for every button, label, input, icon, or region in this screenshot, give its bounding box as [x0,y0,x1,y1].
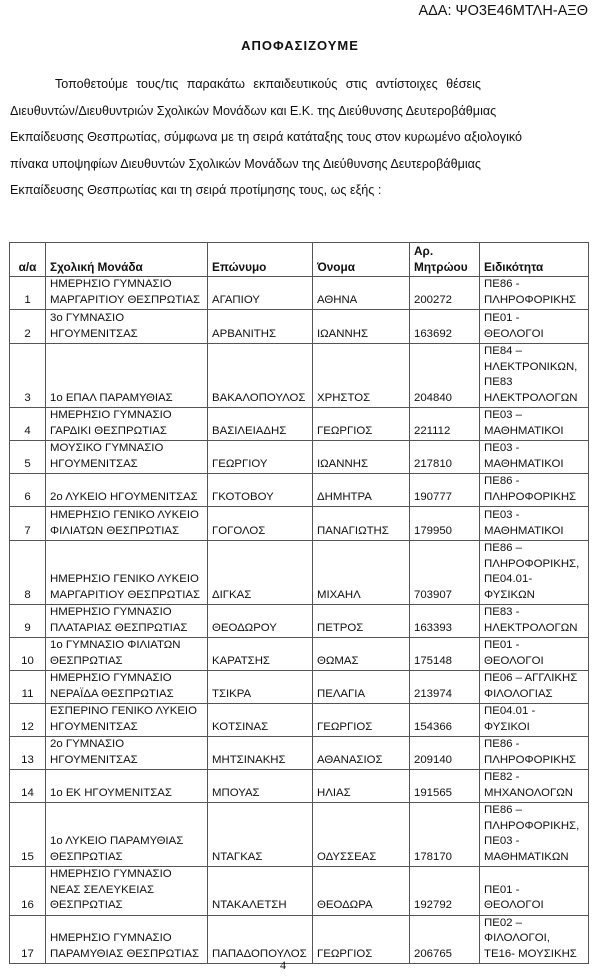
cell-surname: ΒΑΚΑΛΟΠΟΥΛΟΣ [208,344,313,408]
cell-specialty-line: ΦΥΣΙΚΟΙ [484,720,530,733]
cell-registry: 192792 [410,867,480,916]
cell-name: ΠΑΝΑΓΙΩΤΗΣ [313,507,410,541]
cell-name: ΘΩΜΑΣ [313,638,410,671]
cell-school-line: 3ο ΓΥΜΝΑΣΙΟ [50,312,125,324]
cell-specialty-line: ΠΛΗΡΟΦΟΡΙΚΗΣ [484,753,577,766]
cell-specialty-line: ΠΛΗΡΟΦΟΡΙΚΗΣ, [484,819,580,832]
cell-school-line: ΘΕΣΠΡΩΤΙΑΣ [50,899,123,911]
ada-code: ΑΔΑ: ΨΟ3Ε46ΜΤΛΗ-ΑΞΘ [418,3,588,19]
cell-school [46,915,208,964]
cell-aa: 11 [10,671,46,704]
table-row [10,474,589,507]
cell-name: ΟΔΥΣΣΕΑΣ [313,803,410,867]
cell-specialty-line: ΤΕ16- ΜΟΥΣΙΚΗΣ [484,947,577,960]
cell-surname: ΓΕΩΡΓΙΟΥ [208,441,313,474]
cell-school [46,638,208,671]
cell-specialty [480,915,589,964]
cell-specialty-line: ΠΕ84 – [484,345,522,357]
cell-specialty-line: ΠΕ03 - [484,835,520,847]
cell-specialty-line: ΠΛΗΡΟΦΟΡΙΚΗΣ [484,490,577,503]
cell-aa: 7 [10,507,46,541]
table-row [10,638,589,671]
cell-surname: ΝΤΑΓΚΑΣ [208,803,313,867]
cell-registry: 204840 [410,344,480,408]
cell-name: ΔΗΜΗΤΡΑ [313,474,410,507]
cell-school [46,541,208,605]
cell-registry: 200272 [410,277,480,310]
cell-registry: 163692 [410,310,480,344]
cell-specialty [480,867,589,916]
cell-registry: 217810 [410,441,480,474]
cell-school [46,441,208,474]
cell-specialty-line: ΠΛΗΡΟΦΟΡΙΚΗΣ [484,293,577,306]
cell-specialty [480,803,589,867]
table-row [10,867,589,916]
cell-aa: 16 [10,867,46,916]
cell-specialty [480,310,589,344]
cell-specialty-line: ΠΕ86 – [484,542,522,554]
cell-specialty [480,638,589,671]
cell-surname: ΔΙΓΚΑΣ [208,541,313,605]
cell-school-line: ΠΑΡΑΜΥΘΙΑΣ ΘΕΣΠΡΩΤΙΑΣ [50,947,200,960]
cell-specialty-line: ΠΕ83 [484,376,513,388]
cell-school [46,737,208,770]
table-header-row [10,243,589,277]
cell-school-line: ΗΜΕΡΗΣΙΟ ΓΕΝΙΚΟ ΛΥΚΕΙΟ [50,573,199,585]
table-row [10,408,589,441]
page-number: 4 [280,958,286,972]
cell-school-line: ΗΜΕΡΗΣΙΟ ΓΥΜΝΑΣΙΟ [50,409,172,421]
cell-specialty-line: ΗΛΕΚΤΡΟΝΙΚΩΝ, [484,360,578,373]
cell-school-line: 1ο ΕΚ ΗΓΟΥΜΕΝΙΤΣΑΣ [50,786,172,799]
cell-aa: 12 [10,704,46,737]
cell-specialty-line: ΜΑΘΗΜΑΤΙΚΟΙ [484,524,564,537]
cell-name: ΧΡΗΣΤΟΣ [313,344,410,408]
paragraph-line: Διευθυντών/Διευθυντριών Σχολικών Μονάδων και Ε.Κ. της Διεύθυνσης Δευτεροβάθμιας [10,103,497,118]
cell-surname: ΑΓΑΠΙΟΥ [208,277,313,310]
table-row [10,770,589,803]
cell-school-line: ΗΜΕΡΗΣΙΟ ΓΥΜΝΑΣΙΟ [50,672,172,684]
cell-surname: ΘΕΟΔΩΡΟΥ [208,605,313,638]
cell-school [46,770,208,803]
cell-specialty [480,541,589,605]
cell-specialty-line: ΠΕ01 - [484,883,520,896]
cell-specialty-line: ΘΕΟΛΟΓΟΙ [484,654,544,667]
cell-specialty [480,507,589,541]
cell-surname: ΚΑΡΑΤΣΗΣ [208,638,313,671]
cell-surname: ΝΤΑΚΑΛΕΤΣΗ [208,867,313,916]
table-row [10,737,589,770]
cell-specialty-line: ΦΙΛΟΛΟΓΟΙ, [484,932,550,944]
table-row [10,310,589,344]
cell-registry: 178170 [410,803,480,867]
table-row [10,441,589,474]
header-registry [410,243,480,277]
cell-specialty-line: ΗΛΕΚΤΡΟΛΟΓΩΝ [484,621,578,634]
cell-name: ΙΩΑΝΝΗΣ [313,441,410,474]
cell-school [46,344,208,408]
cell-specialty [480,441,589,474]
cell-surname: ΠΑΠΑΔΟΠΟΥΛΟΣ [208,915,313,964]
cell-school-line: ΘΕΣΠΡΩΤΙΑΣ [50,850,123,863]
cell-specialty-line: ΠΕ03 - [484,509,520,521]
cell-registry: 190777 [410,474,480,507]
cell-specialty [480,344,589,408]
cell-school-line: 2ο ΛΥΚΕΙΟ ΗΓΟΥΜΕΝΙΤΣΑΣ [50,490,198,503]
cell-school-line: 1ο ΓΥΜΝΑΣΙΟ ΦΙΛΙΑΤΩΝ [50,639,181,651]
cell-aa: 17 [10,915,46,964]
header-registry-line1: Αρ. [414,244,434,258]
cell-school-line: ΜΑΡΓΑΡΙΤΙΟΥ ΘΕΣΠΡΩΤΙΑΣ [50,293,201,306]
cell-specialty-line: ΘΕΟΛΟΓΟΙ [484,899,544,911]
cell-school-line: ΗΜΕΡΗΣΙΟ ΓΥΜΝΑΣΙΟ [50,868,172,880]
cell-school-line: ΝΕΑΣ ΣΕΛΕΥΚΕΙΑΣ [50,883,155,896]
cell-specialty-line: ΜΑΘΗΜΑΤΙΚΩΝ [484,850,569,863]
cell-school-line: 1ο ΕΠΑΛ ΠΑΡΑΜΥΘΙΑΣ [50,391,173,404]
cell-registry: 175148 [410,638,480,671]
placements-table [9,242,589,964]
cell-school [46,310,208,344]
cell-surname: ΤΣΙΚΡΑ [208,671,313,704]
cell-specialty [480,737,589,770]
table-row [10,803,589,867]
cell-aa: 9 [10,605,46,638]
cell-name: ΗΛΙΑΣ [313,770,410,803]
cell-school-line: ΗΜΕΡΗΣΙΟ ΓΥΜΝΑΣΙΟ [50,606,172,618]
cell-school-line: ΜΑΡΓΑΡΙΤΙΟΥ ΘΕΣΠΡΩΤΙΑΣ [50,588,201,601]
table-row [10,704,589,737]
cell-specialty-line: ΠΕ04.01- [484,573,533,585]
cell-aa: 4 [10,408,46,441]
cell-aa: 14 [10,770,46,803]
cell-aa: 8 [10,541,46,605]
cell-name: ΑΘΗΝΑ [313,277,410,310]
cell-school-line: ΦΙΛΙΑΤΩΝ ΘΕΣΠΡΩΤΙΑΣ [50,524,180,537]
cell-aa: 15 [10,803,46,867]
cell-school-line: ΗΜΕΡΗΣΙΟ ΓΥΜΝΑΣΙΟ [50,278,172,290]
table-row [10,605,589,638]
cell-specialty-line: ΦΙΛΟΛΟΓΙΑΣ [484,687,553,700]
cell-specialty-line: ΜΑΘΗΜΑΤΙΚΟΙ [484,457,564,470]
cell-aa: 6 [10,474,46,507]
cell-surname: ΚΟΤΣΙΝΑΣ [208,704,313,737]
cell-specialty-line: ΠΕ83 - [484,606,520,618]
header-surname: Επώνυμο [208,243,313,277]
header-name: Όνομα [313,243,410,277]
cell-name: ΠΕΛΑΓΙΑ [313,671,410,704]
cell-specialty-line: ΠΕ04.01 - [484,705,536,717]
cell-school-line: ΗΜΕΡΗΣΙΟ ΓΕΝΙΚΟ ΛΥΚΕΙΟ [50,509,199,521]
cell-school-line: ΗΓΟΥΜΕΝΙΤΣΑΣ [50,753,138,766]
cell-aa: 13 [10,737,46,770]
cell-school [46,605,208,638]
header-school: Σχολική Μονάδα [46,243,208,277]
cell-school [46,507,208,541]
cell-aa: 3 [10,344,46,408]
cell-registry: 209140 [410,737,480,770]
cell-registry: 154366 [410,704,480,737]
cell-specialty [480,704,589,737]
cell-specialty-line: ΘΕΟΛΟΓΟΙ [484,327,544,340]
cell-school-line: ΗΓΟΥΜΕΝΙΤΣΑΣ [50,720,138,733]
table-row [10,344,589,408]
cell-registry: 213974 [410,671,480,704]
cell-aa: 1 [10,277,46,310]
cell-aa: 10 [10,638,46,671]
cell-surname: ΜΠΟΥΑΣ [208,770,313,803]
cell-specialty-line: ΠΕ06 – ΑΓΓΛΙΚΗΣ [484,672,578,684]
paragraph-line: Εκπαίδευσης Θεσπρωτίας και τη σειρά προτίμησης τους, ως εξής : [10,183,382,197]
cell-registry: 163393 [410,605,480,638]
paragraph-line: πίνακα υποψηφίων Διευθυντών Σχολικών Μονάδων της Διεύθυνσης Δευτεροβάθμιας [10,156,481,171]
cell-name: ΑΘΑΝΑΣΙΟΣ [313,737,410,770]
table-row [10,541,589,605]
cell-name: ΜΙΧΑΗΛ [313,541,410,605]
paragraph-line: Τοποθετούμε τους/τις παρακάτω εκπαιδευτικούς στις αντίστοιχες θέσεις [55,77,481,91]
cell-registry: 703907 [410,541,480,605]
header-aa: α/α [10,243,46,277]
header-specialty: Ειδικότητα [480,243,589,277]
cell-surname: ΑΡΒΑΝΙΤΗΣ [208,310,313,344]
cell-school-line: ΗΜΕΡΗΣΙΟ ΓΥΜΝΑΣΙΟ [50,932,172,944]
table-row [10,277,589,310]
cell-school-line: ΘΕΣΠΡΩΤΙΑΣ [50,654,123,667]
intro-paragraph [10,71,523,204]
cell-name: ΘΕΟΔΩΡΑ [313,867,410,916]
cell-school [46,408,208,441]
cell-specialty [480,474,589,507]
cell-school-line: ΗΓΟΥΜΕΝΙΤΣΑΣ [50,457,138,470]
cell-specialty [480,770,589,803]
cell-specialty-line: ΠΕ82 - [484,771,520,783]
cell-school-line: ΗΓΟΥΜΕΝΙΤΣΑΣ [50,327,138,340]
cell-surname: ΓΟΓΟΛΟΣ [208,507,313,541]
cell-specialty-line: ΜΗΧΑΝΟΛΟΓΩΝ [484,786,574,799]
cell-specialty-line: ΠΕ86 - [484,738,520,750]
cell-school [46,867,208,916]
cell-school-line: 1ο ΛΥΚΕΙΟ ΠΑΡΑΜΥΘΙΑΣ [50,835,184,847]
cell-registry: 221112 [410,408,480,441]
cell-surname: ΒΑΣΙΛΕΙΑΔΗΣ [208,408,313,441]
table-row [10,507,589,541]
cell-name: ΓΕΩΡΓΙΟΣ [313,704,410,737]
cell-school-line: ΝΕΡΑΪΔΑ ΘΕΣΠΡΩΤΙΑΣ [50,687,174,700]
cell-name: ΓΕΩΡΓΙΟΣ [313,915,410,964]
cell-school [46,704,208,737]
cell-specialty-line: ΠΕ01 - [484,639,520,651]
cell-school-line: ΜΟΥΣΙΚΟ ΓΥΜΝΑΣΙΟ [50,442,164,454]
cell-specialty [480,671,589,704]
paragraph-line: Εκπαίδευσης Θεσπρωτίας, σύμφωνα με τη σειρά κατάταξης τους στον κυρωμένο αξιολογικό [10,130,523,144]
cell-specialty-line: ΦΥΣΙΚΩΝ [484,588,535,601]
cell-school-line: ΓΑΡΔΙΚΙ ΘΕΣΠΡΩΤΙΑΣ [50,424,167,437]
cell-name: ΙΩΑΝΝΗΣ [313,310,410,344]
cell-specialty-line: ΠΕ86 - [484,278,520,290]
cell-specialty-line: ΠΕ02 – [484,916,522,929]
decision-title: ΑΠΟΦΑΣΙΖΟΥΜΕ [241,38,359,53]
cell-name: ΠΕΤΡΟΣ [313,605,410,638]
cell-surname: ΜΗΤΣΙΝΑΚΗΣ [208,737,313,770]
cell-school [46,803,208,867]
cell-specialty-line: ΠΕ01 - [484,312,520,324]
cell-aa: 2 [10,310,46,344]
cell-specialty-line: ΠΕ86 - [484,475,520,487]
table-row [10,671,589,704]
cell-specialty-line: ΗΛΕΚΤΡΟΛΟΓΩΝ [484,391,578,404]
cell-specialty [480,605,589,638]
cell-registry: 191565 [410,770,480,803]
cell-school [46,277,208,310]
cell-registry: 179950 [410,507,480,541]
cell-school-line: ΠΛΑΤΑΡΙΑΣ ΘΕΣΠΡΩΤΙΑΣ [50,621,188,634]
table-row [10,915,589,964]
cell-specialty-line: ΠΛΗΡΟΦΟΡΙΚΗΣ, [484,557,580,570]
cell-school-line: ΕΣΠΕΡΙΝΟ ΓΕΝΙΚΟ ΛΥΚΕΙΟ [50,705,197,717]
cell-specialty-line: ΠΕ86 – [484,804,522,816]
cell-surname: ΓΚΟΤΟΒΟΥ [208,474,313,507]
cell-aa: 5 [10,441,46,474]
cell-school [46,474,208,507]
cell-specialty [480,277,589,310]
cell-specialty-line: ΜΑΘΗΜΑΤΙΚΟΙ [484,424,564,437]
header-registry-line2: Μητρώου [414,259,468,274]
cell-specialty [480,408,589,441]
cell-specialty-line: ΠΕ03 - [484,442,520,454]
cell-specialty-line: ΠΕ03 – [484,409,522,421]
cell-school-line: 2ο ΓΥΜΝΑΣΙΟ [50,738,125,750]
cell-school [46,671,208,704]
cell-name: ΓΕΩΡΓΙΟΣ [313,408,410,441]
cell-registry: 206765 [410,915,480,964]
